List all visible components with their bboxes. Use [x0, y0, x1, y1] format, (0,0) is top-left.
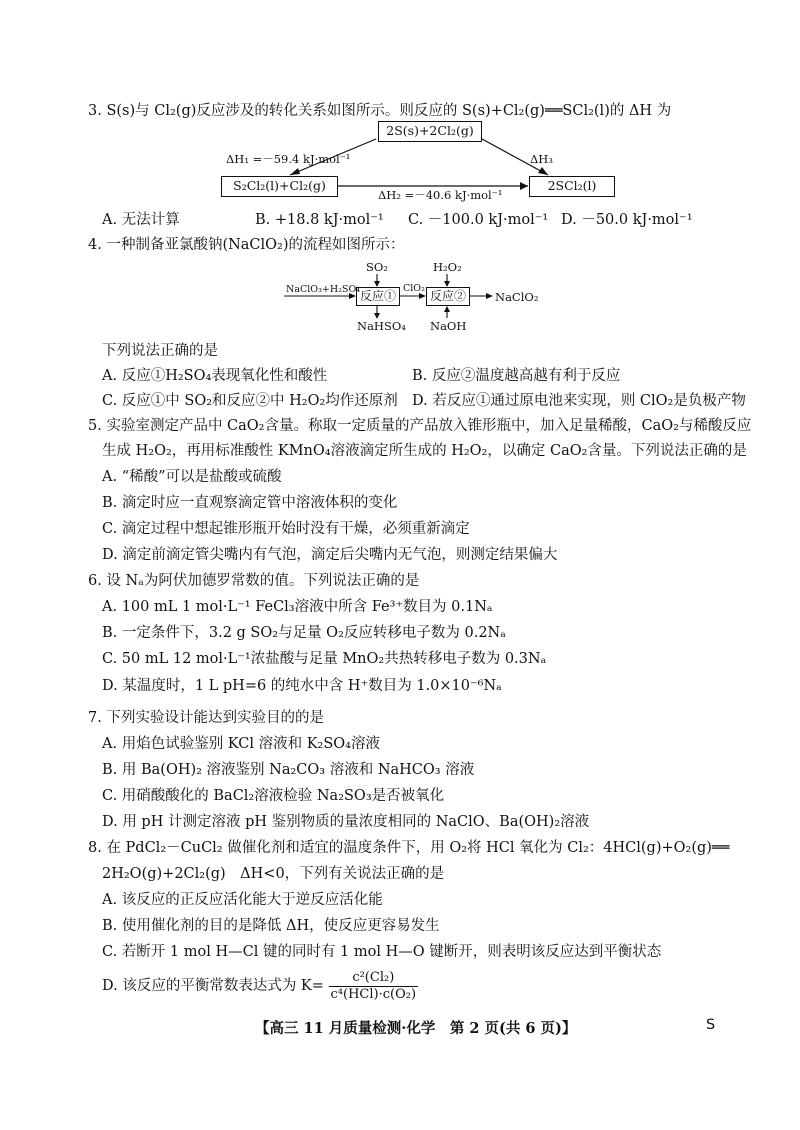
- q4-prompt: 下列说法正确的是: [102, 343, 218, 359]
- q8-option-b[interactable]: B. 使用催化剂的目的是降低 ΔH，使反应更容易发生: [102, 918, 440, 934]
- q5-option-a[interactable]: A. “稀酸”可以是盐酸或硫酸: [102, 469, 282, 485]
- q4-reaction1-box: 反应①: [356, 287, 400, 306]
- q7-option-b[interactable]: B. 用 Ba(OH)₂ 溶液鉴别 Na₂CO₃ 溶液和 NaHCO₃ 溶液: [102, 762, 475, 778]
- page-footer: 【高三 11 月质量检测·化学 第 2 页(共 6 页)】: [255, 1020, 577, 1037]
- q3-dh1-label: ΔH₁ =－59.4 kJ·mol⁻¹: [226, 152, 351, 166]
- q4-flow-diagram: [0, 0, 800, 400]
- q3-dh2-label: ΔH₂ =－40.6 kJ·mol⁻¹: [378, 188, 503, 202]
- q4-option-c[interactable]: C. 反应①中 SO₂和反应②中 H₂O₂均作还原剂: [102, 393, 398, 409]
- q5-option-d[interactable]: D. 滴定前滴定管尖嘴内有气泡，滴定后尖嘴内无气泡，则测定结果偏大: [102, 547, 558, 563]
- q6-option-a[interactable]: A. 100 mL 1 mol·L⁻¹ FeCl₃溶液中所含 Fe³⁺数目为 0.1Nₐ: [102, 599, 493, 615]
- q5-option-b[interactable]: B. 滴定时应一直观察滴定管中溶液体积的变化: [102, 495, 398, 511]
- q4-nahso4-label: NaHSO₄: [357, 319, 406, 333]
- q5-stem-line2: 生成 H₂O₂，再用标准酸性 KMnO₄溶液滴定所生成的 H₂O₂，以确定 CaO₂含量。下列说法正确的是: [102, 443, 747, 459]
- q3-option-b[interactable]: B. +18.8 kJ·mol⁻¹: [255, 212, 384, 228]
- q5-stem-line1: 5. 实验室测定产品中 CaO₂含量。称取一定质量的产品放入锥形瓶中，加入足量稀酸，CaO₂与稀酸反应: [88, 418, 752, 434]
- q4-clo2-label: ClO₂: [403, 283, 425, 294]
- q3-dh3-label: ΔH₃: [530, 152, 553, 166]
- q4-option-b[interactable]: B. 反应②温度越高越有利于反应: [412, 368, 621, 384]
- q8-option-d[interactable]: [102, 968, 418, 1004]
- q4-product-label: NaClO₂: [495, 290, 539, 304]
- q4-input-label: NaClO₃+H₂SO₄: [286, 284, 361, 295]
- footer-mark: S: [706, 1017, 716, 1033]
- q3-stem: 3. S(s)与 Cl₂(g)反应涉及的转化关系如图所示。则反应的 S(s)+Cl₂(g)══SCl₂(l)的 ΔH 为: [88, 103, 672, 119]
- q3-right-box: 2SCl₂(l): [529, 176, 615, 197]
- q8-option-a[interactable]: A. 该反应的正反应活化能大于逆反应活化能: [102, 892, 383, 908]
- q3-option-d[interactable]: D. －50.0 kJ·mol⁻¹: [561, 212, 693, 228]
- q7-option-d[interactable]: D. 用 pH 计测定溶液 pH 鉴别物质的量浓度相同的 NaClO、Ba(OH)₂溶液: [102, 814, 590, 830]
- q4-h2o2-label: H₂O₂: [433, 260, 462, 274]
- q6-option-d[interactable]: D. 某温度时，1 L pH=6 的纯水中含 H⁺数目为 1.0×10⁻⁶Nₐ: [102, 678, 502, 694]
- q7-option-a[interactable]: A. 用焰色试验鉴别 KCl 溶液和 K₂SO₄溶液: [102, 736, 380, 752]
- q8-equilibrium-fraction: [329, 970, 419, 1003]
- q8-stem-line1: 8. 在 PdCl₂－CuCl₂ 做催化剂和适宜的温度条件下，用 O₂将 HCl 氧化为 Cl₂：4HCl(g)+O₂(g)══: [88, 840, 730, 856]
- q7-stem: 7. 下列实验设计能达到实验目的的是: [88, 710, 324, 726]
- q6-stem: 6. 设 Nₐ为阿伏加德罗常数的值。下列说法正确的是: [88, 573, 420, 589]
- q8-fraction-denominator: c⁴(HCl)·c(O₂): [330, 986, 417, 1002]
- q8-option-c[interactable]: C. 若断开 1 mol H—Cl 键的同时有 1 mol H—O 键断开，则表明该反应达到平衡状态: [102, 944, 662, 960]
- q3-left-box: S₂Cl₂(l)+Cl₂(g): [221, 176, 338, 197]
- q5-option-c[interactable]: C. 滴定过程中想起锥形瓶开始时没有干燥，必须重新滴定: [102, 521, 470, 537]
- q3-option-a[interactable]: A. 无法计算: [102, 212, 180, 228]
- q7-option-c[interactable]: C. 用硝酸酸化的 BaCl₂溶液检验 Na₂SO₃是否被氧化: [102, 788, 445, 804]
- q4-stem: 4. 一种制备亚氯酸钠(NaClO₂)的流程如图所示：: [88, 237, 405, 253]
- q6-option-c[interactable]: C. 50 mL 12 mol·L⁻¹浓盐酸与足量 MnO₂共热转移电子数为 0.3Nₐ: [102, 651, 547, 667]
- q4-so2-label: SO₂: [366, 260, 388, 274]
- q6-option-b[interactable]: B. 一定条件下，3.2 g SO₂与足量 O₂反应转移电子数为 0.2Nₐ: [102, 625, 506, 641]
- q8-fraction-numerator: c²(Cl₂): [329, 970, 419, 987]
- q8-stem-line2: 2H₂O(g)+2Cl₂(g) ΔH<0，下列有关说法正确的是: [102, 866, 445, 882]
- q4-reaction2-box: 反应②: [426, 287, 470, 306]
- q4-option-a[interactable]: A. 反应①H₂SO₄表现氧化性和酸性: [102, 368, 328, 384]
- q3-option-c[interactable]: C. －100.0 kJ·mol⁻¹: [408, 212, 549, 228]
- q4-option-d[interactable]: D. 若反应①通过原电池来实现，则 ClO₂是负极产物: [412, 393, 746, 409]
- q3-top-box: 2S(s)+2Cl₂(g): [378, 121, 482, 142]
- q4-naoh-label: NaOH: [430, 319, 467, 333]
- q8-option-d-prefix: D. 该反应的平衡常数表达式为 K=: [102, 978, 324, 994]
